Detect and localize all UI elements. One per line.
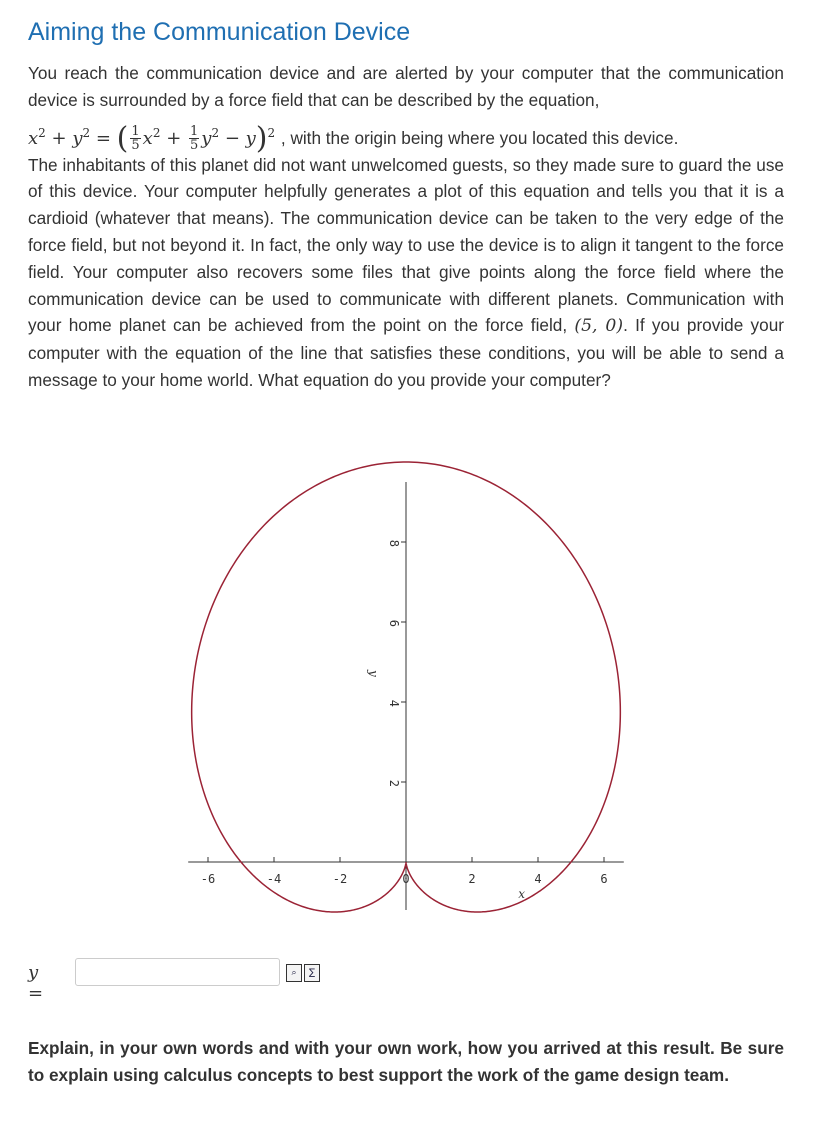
x-tick-label: -6	[200, 872, 216, 886]
x-tick-label: -2	[332, 872, 348, 886]
answer-label: y =	[28, 962, 44, 1004]
explain-instructions: Explain, in your own words and with your own work, how you arrived at this result. Be sure to explain using calculus concepts to best support the work of the game design team.	[28, 1038, 784, 1085]
answer-input[interactable]	[75, 958, 280, 986]
y-tick-label: 8	[387, 539, 401, 547]
x-tick-label: 6	[600, 872, 608, 886]
equation-trailer: , with the origin being where you located this device.	[280, 127, 679, 148]
page-title: Aiming the Communication Device	[28, 18, 411, 46]
x-tick-label: 2	[468, 872, 476, 886]
problem-body: The inhabitants of this planet did not want unwelcomed guests, so they made sure to guard the use of this device. Your computer helpfully generates a plot of this equation and tells you that it is a cardioid (whatever that means). The communication device can be taken to the very edge of the force field, but not beyond it. In fact, the only way to use the device is to align it tangent to the force field. Your computer also recovers some files that give points along the force field where the communication device can be used to communicate with different planets. Communication with your home planet can be achieved from the point on the force field,	[28, 154, 784, 336]
y-tick-label: 4	[387, 699, 401, 707]
force-field-equation: $x^2 + y^2$ = ( $\frac{1}{5}$ $x^2$ + $\frac{1}{5}$ $y^2 - y)^2$	[28, 120, 276, 156]
answer-tools	[286, 964, 320, 982]
y-tick-label: 6	[387, 619, 401, 627]
x-tick-label: -4	[266, 872, 282, 886]
y-axis-label: y	[366, 670, 381, 677]
x-axis-label: x	[518, 887, 525, 901]
problem-tail: . If you provide your computer with the equation of the line that satisfies these conditions, you will be able to send a message to your home world. What equation do you provide your computer?	[28, 315, 784, 390]
preview-icon[interactable]: ⌕	[286, 964, 302, 982]
home-point: (5, 0)	[574, 316, 624, 337]
x-tick-label: 4	[534, 872, 542, 886]
x-tick-label: 0	[402, 872, 410, 886]
problem-intro: You reach the communication device and are alerted by your computer that the communication device is surrounded by a force field that can be described by the equation,	[28, 63, 784, 110]
y-tick-label: 2	[387, 779, 401, 787]
equation-editor-icon[interactable]: ∑	[304, 964, 320, 982]
